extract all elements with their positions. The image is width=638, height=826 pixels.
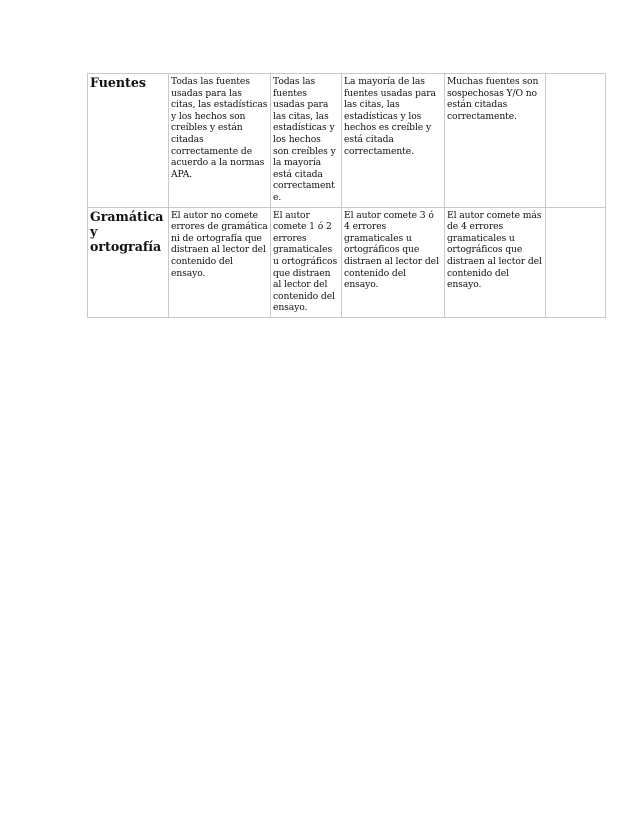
criterion-cell: Gramática y ortografía: [88, 207, 169, 317]
level-cell: El autor comete 1 ó 2 errores gramaticales u ortográficos que distraen al lector del contenido del ensayo.: [271, 207, 342, 317]
level-cell: Muchas fuentes son sospechosas Y/O no están citadas correctamente.: [445, 74, 546, 208]
score-cell: [546, 207, 606, 317]
level-cell: Todas las fuentes usadas para las citas, las estadísticas y los hechos son creíbles y la mayoría está citada correctamente.: [271, 74, 342, 208]
level-cell: El autor comete más de 4 errores gramaticales u ortográficos que distraen al lector del contenido del ensayo.: [445, 207, 546, 317]
level-cell: El autor no comete errores de gramática ni de ortografía que distraen al lector del contenido del ensayo.: [169, 207, 271, 317]
level-cell: Todas las fuentes usadas para las citas, las estadísticas y los hechos son creíbles y están citadas correctamente de acuerdo a la normas APA.: [169, 74, 271, 208]
level-cell: La mayoría de las fuentes usadas para las citas, las estadísticas y los hechos es creíble y está citada correctamente.: [342, 74, 445, 208]
rubric-table: [87, 73, 606, 318]
rubric-row-fuentes: [88, 74, 606, 208]
criterion-cell: Fuentes: [88, 74, 169, 208]
score-cell: [546, 74, 606, 208]
level-cell: El autor comete 3 ó 4 errores gramaticales u ortográficos que distraen al lector del contenido del ensayo.: [342, 207, 445, 317]
rubric-row-gramatica: [88, 207, 606, 317]
